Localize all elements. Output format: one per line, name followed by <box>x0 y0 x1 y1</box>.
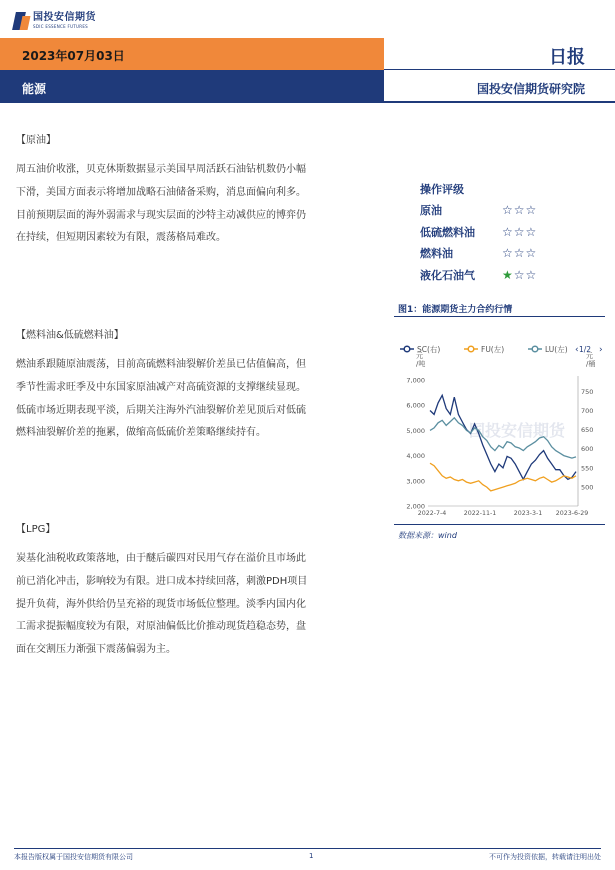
paragraph-line: 在持续，但短期因素较为有限，震荡格局难改。 <box>16 232 226 244</box>
paragraph-line: 目前预期层面的海外弱需求与现实层面的沙特主动减供应的博弈仍 <box>16 209 306 221</box>
legend-marker <box>532 346 538 352</box>
section-name: 能源 <box>22 82 47 96</box>
right-tick-label: 750 <box>581 387 594 396</box>
logo-mark-icon <box>14 12 30 30</box>
paragraph-line: 周五油价收涨，贝克休斯数据显示美国早周活跃石油钻机数仍小幅 <box>16 164 306 175</box>
paragraph-line: 炭基化油税收政策落地，由于醚后碳四对民用气存在溢价且市场此 <box>16 553 306 564</box>
report-date: 2023年07月03日 <box>22 49 125 63</box>
rating-title: 操作评级 <box>420 182 464 196</box>
star-rating-icon: ☆☆☆ <box>502 246 538 261</box>
institute-name: 国投安信期货研究院 <box>476 82 585 96</box>
left-tick-label: 3,000 <box>406 477 425 486</box>
left-axis-unit: 元 <box>416 352 423 360</box>
paragraph-line: 前已消化冲击，影响较为有限。进口成本持续回落，刺激PDH项目 <box>16 575 308 587</box>
rating-row <box>420 264 537 286</box>
right-axis-unit: /桶 <box>586 360 596 368</box>
paragraph-line: 燃料油裂解价差的拖累，做缩高低硫价差策略继续持有。 <box>16 427 266 439</box>
x-tick-label: 2022-7-4 <box>417 510 447 517</box>
section-lpg <box>16 520 368 662</box>
star-rating-icon: ☆☆☆ <box>502 224 538 239</box>
footer-rule <box>14 848 601 849</box>
star-rating-icon <box>502 268 537 282</box>
rating-label: 燃料油 <box>420 247 453 261</box>
right-axis-unit: 元 <box>586 352 593 360</box>
legend-label: SC(右) <box>417 345 441 354</box>
footer-page-number: 1 <box>309 852 314 860</box>
right-tick-label: 500 <box>581 483 594 492</box>
legend-label: FU(左) <box>481 345 505 354</box>
section-bar <box>0 70 384 103</box>
legend-marker <box>404 346 410 352</box>
paragraph-line: 下滑，美国方面表示将增加战略石油储备采购，消息面偏向利多。 <box>16 186 306 198</box>
legend-marker <box>468 346 474 352</box>
right-tick-label: 600 <box>581 445 594 454</box>
logo-en-text: SDIC ESSENCE FUTURES <box>33 24 89 29</box>
section-crude-oil <box>16 131 368 250</box>
section-heading: 【LPG】 <box>16 524 56 535</box>
footer-disclaimer: 不可作为投资依据，转载请注明出处 <box>489 853 601 861</box>
chart-watermark: 国投安信期货 <box>468 421 566 440</box>
rating-row <box>420 200 537 222</box>
rating-label: 低硫燃料油 <box>420 225 475 239</box>
empty-star-icon: ☆☆ <box>513 267 538 282</box>
x-tick-label: 2023-3-1 <box>513 510 543 517</box>
x-tick-label: 2022-11-1 <box>463 510 497 517</box>
section-heading: 【燃料油&低硫燃料油】 <box>16 330 124 341</box>
header-rule-top <box>384 69 615 70</box>
x-tick-label: 2023-6-29 <box>555 510 589 517</box>
legend-next-icon: › <box>599 345 603 355</box>
left-tick-label: 4,000 <box>406 452 425 461</box>
paragraph-line: 燃油系跟随原油震荡，目前高硫燃料油裂解价差虽已估值偏高，但 <box>16 359 306 370</box>
company-logo <box>14 11 96 31</box>
legend-label: LU(左) <box>545 345 568 354</box>
rating-row <box>420 243 537 265</box>
legend-prev-icon: ‹ <box>575 345 579 355</box>
right-tick-label: 700 <box>581 407 594 416</box>
rating-row <box>420 221 537 243</box>
operation-rating <box>420 178 537 286</box>
report-type: 日报 <box>549 47 585 68</box>
left-tick-label: 7,000 <box>406 376 425 385</box>
section-fuel-oil <box>16 326 368 445</box>
rating-label: 原油 <box>420 204 442 218</box>
rating-label: 液化石油气 <box>420 268 475 282</box>
figure-rule <box>394 316 605 317</box>
footer-copyright: 本报告版权属于国投安信期货有限公司 <box>14 853 133 861</box>
left-tick-label: 6,000 <box>406 401 425 410</box>
section-heading: 【原油】 <box>16 135 56 146</box>
figure-title: 图1：能源期货主力合约行情 <box>398 305 513 315</box>
figure-rule-bottom <box>394 524 605 525</box>
logo-cn-text: 国投安信期货 <box>33 12 96 23</box>
left-axis-unit: /吨 <box>416 360 426 368</box>
data-source: 数据来源：wind <box>398 531 457 540</box>
paragraph-line: 工需求提振幅度较为有限，对原油偏低比价推动现货趋稳态势，盘 <box>16 621 306 633</box>
star-rating-icon: ☆☆☆ <box>502 203 538 218</box>
filled-star-icon: ★ <box>502 267 514 282</box>
paragraph-line: 低硫市场近期表现平淡，后期关注海外汽油裂解价差见顶后对低硫 <box>16 404 306 416</box>
left-tick-label: 5,000 <box>406 426 425 435</box>
header-rule-bottom <box>384 101 615 103</box>
right-tick-label: 550 <box>581 464 594 473</box>
energy-futures-chart <box>394 336 606 522</box>
paragraph-line: 季节性需求旺季及中东国家原油减产对高硫资源的支撑继续显现。 <box>16 381 306 393</box>
left-tick-label: 2,000 <box>406 502 425 511</box>
paragraph-line: 面在交割压力渐强下震荡偏弱为主。 <box>16 644 176 656</box>
right-tick-label: 650 <box>581 426 594 435</box>
paragraph-line: 提升负荷，海外供给仍呈充裕的现货市场低位整理。淡季内国内化 <box>16 598 306 610</box>
legend-page-indicator: 1/2 <box>579 345 592 354</box>
